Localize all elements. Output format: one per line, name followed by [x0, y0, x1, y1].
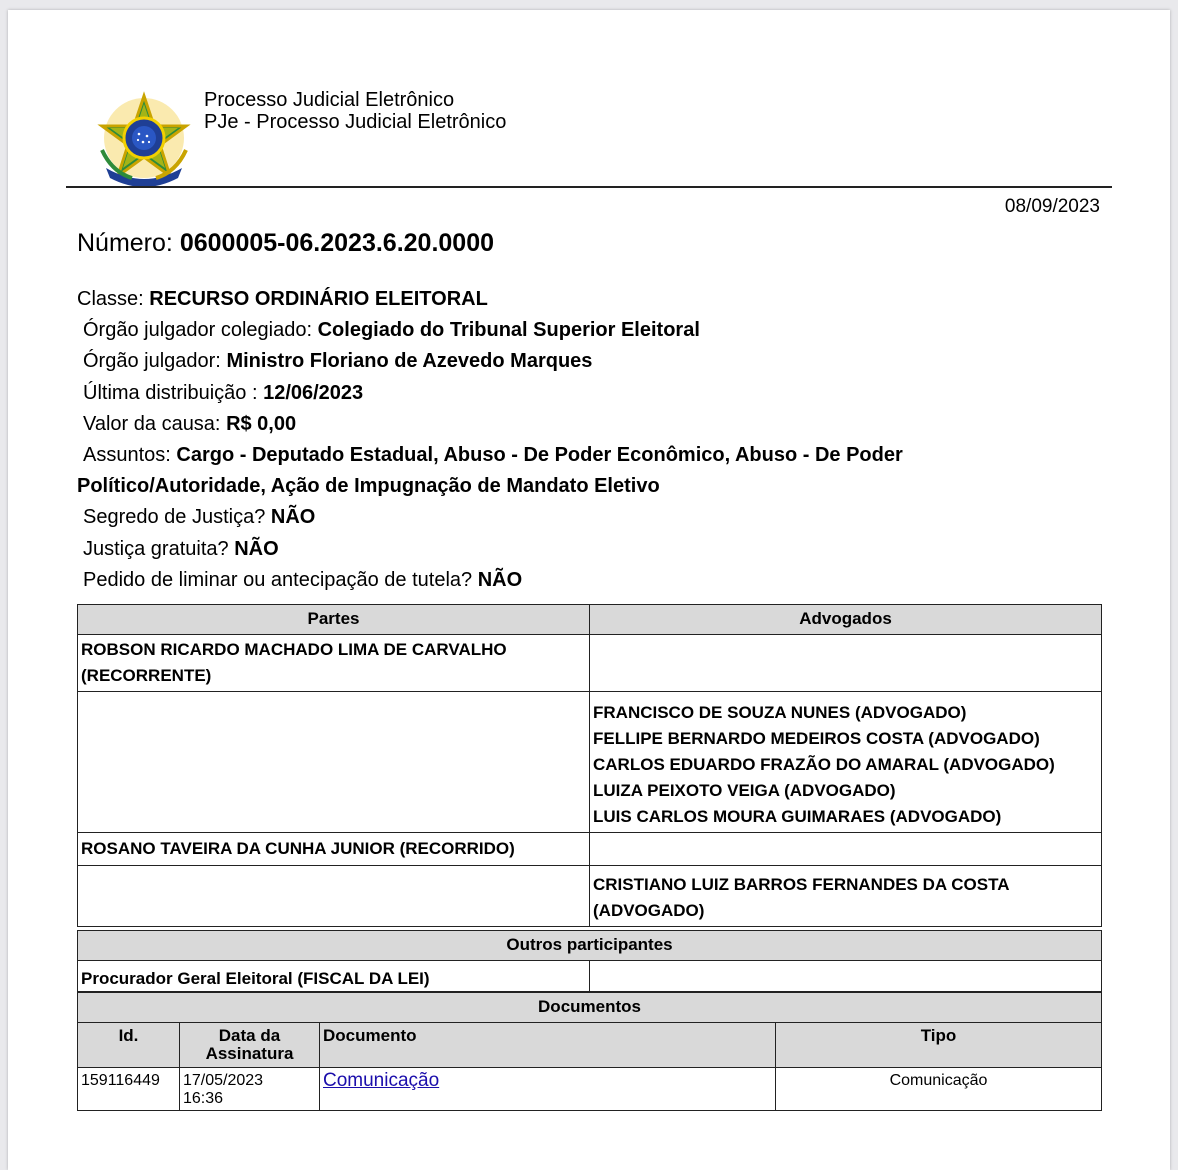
field-valor [77, 409, 1107, 440]
doc-time: 16:36 [183, 1090, 224, 1107]
column-documento: Documento [320, 1023, 776, 1068]
field-value: Ministro Floriano de Azevedo Marques [226, 350, 593, 373]
field-segredo [77, 502, 1107, 533]
advogado-item: LUIS CARLOS MOURA GUIMARAES (ADVOGADO) [593, 807, 1002, 826]
table-row [78, 833, 1102, 866]
parte-recorrido: ROSANO TAVEIRA DA CUNHA JUNIOR (RECORRIDO) [78, 833, 590, 866]
document-page [8, 10, 1170, 1170]
field-gratuita [77, 534, 1107, 565]
outros-participantes-table [77, 930, 1102, 992]
process-fields [77, 284, 1107, 596]
field-distribuicao [77, 378, 1107, 409]
field-value: RECURSO ORDINÁRIO ELEITORAL [149, 288, 488, 310]
field-label: Classe: [77, 288, 144, 310]
field-assuntos [77, 440, 977, 502]
field-value: 12/06/2023 [263, 381, 364, 404]
system-title [204, 89, 506, 133]
table-row [78, 961, 1102, 992]
column-data-assinatura: Data da Assinatura [180, 1023, 320, 1068]
field-value: NÃO [234, 537, 279, 560]
partes-header-row [78, 605, 1102, 635]
partes-header: Partes [78, 605, 590, 635]
doc-link[interactable]: Comunicação [323, 1070, 440, 1091]
outros-header: Outros participantes [78, 931, 1102, 961]
advogado-recorrido: CRISTIANO LUIZ BARROS FERNANDES DA COSTA (ADVOGADO) [590, 866, 1102, 927]
empty-cell [590, 833, 1102, 866]
table-row [78, 692, 1102, 833]
field-value: Cargo - Deputado Estadual, Abuso - De Poder Econômico, Abuso - De Poder Político/Autoridade, Ação de Impugnação de Mandato Eletivo [77, 444, 903, 498]
field-orgao-colegiado [77, 315, 1107, 346]
documentos-header: Documentos [78, 993, 1102, 1023]
field-value: NÃO [477, 568, 523, 591]
advogados-header: Advogados [590, 605, 1102, 635]
column-tipo: Tipo [776, 1023, 1102, 1068]
doc-date-cell [180, 1068, 320, 1111]
process-number-value: 0600005-06.2023.6.20.0000 [179, 229, 495, 257]
documentos-columns-row [78, 1023, 1102, 1068]
process-number [77, 229, 494, 258]
field-value: Colegiado do Tribunal Superior Eleitoral [317, 319, 700, 342]
empty-cell [78, 866, 590, 927]
field-liminar [77, 565, 1107, 596]
empty-cell [590, 635, 1102, 692]
field-label: Assuntos: [83, 444, 171, 467]
field-label: Pedido de liminar ou antecipação de tutela? [83, 568, 473, 591]
field-classe [77, 284, 1107, 315]
advogado-item: CARLOS EDUARDO FRAZÃO DO AMARAL (ADVOGADO) [593, 755, 1055, 774]
doc-tipo: Comunicação [776, 1068, 1102, 1111]
field-label: Órgão julgador colegiado: [83, 319, 313, 342]
partes-table [77, 604, 1102, 927]
doc-date: 17/05/2023 [183, 1072, 264, 1089]
outros-participant: Procurador Geral Eleitoral (FISCAL DA LEI) [78, 961, 590, 992]
documentos-table [77, 992, 1102, 1111]
field-label: Órgão julgador: [83, 350, 221, 373]
table-row [78, 635, 1102, 692]
system-title-line1: Processo Judicial Eletrônico [204, 89, 455, 111]
documentos-header-row [78, 993, 1102, 1023]
outros-header-row [78, 931, 1102, 961]
header-divider [66, 186, 1112, 188]
field-value: NÃO [270, 506, 316, 529]
document-date: 08/09/2023 [1004, 196, 1100, 217]
field-label: Última distribuição : [83, 381, 258, 404]
parte-recorrente: ROBSON RICARDO MACHADO LIMA DE CARVALHO (RECORRENTE) [78, 635, 590, 692]
table-row [78, 866, 1102, 927]
process-number-label: Número: [77, 229, 173, 257]
empty-cell [78, 692, 590, 833]
empty-cell [590, 961, 1102, 992]
field-label: Segredo de Justiça? [83, 506, 266, 529]
doc-documento-cell [320, 1068, 776, 1111]
brazil-coat-of-arms-icon [92, 90, 196, 194]
table-row [78, 1068, 1102, 1111]
doc-id: 159116449 [78, 1068, 180, 1111]
field-value: R$ 0,00 [226, 412, 297, 435]
system-title-line2: PJe - Processo Judicial Eletrônico [204, 111, 507, 133]
advogados-list [590, 692, 1102, 833]
advogado-item: LUIZA PEIXOTO VEIGA (ADVOGADO) [593, 781, 896, 800]
field-orgao [77, 346, 1107, 377]
advogado-item: FELLIPE BERNARDO MEDEIROS COSTA (ADVOGADO) [593, 729, 1040, 748]
advogado-item: FRANCISCO DE SOUZA NUNES (ADVOGADO) [593, 703, 967, 722]
field-label: Justiça gratuita? [83, 537, 229, 560]
column-id: Id. [78, 1023, 180, 1068]
field-label: Valor da causa: [83, 412, 221, 435]
